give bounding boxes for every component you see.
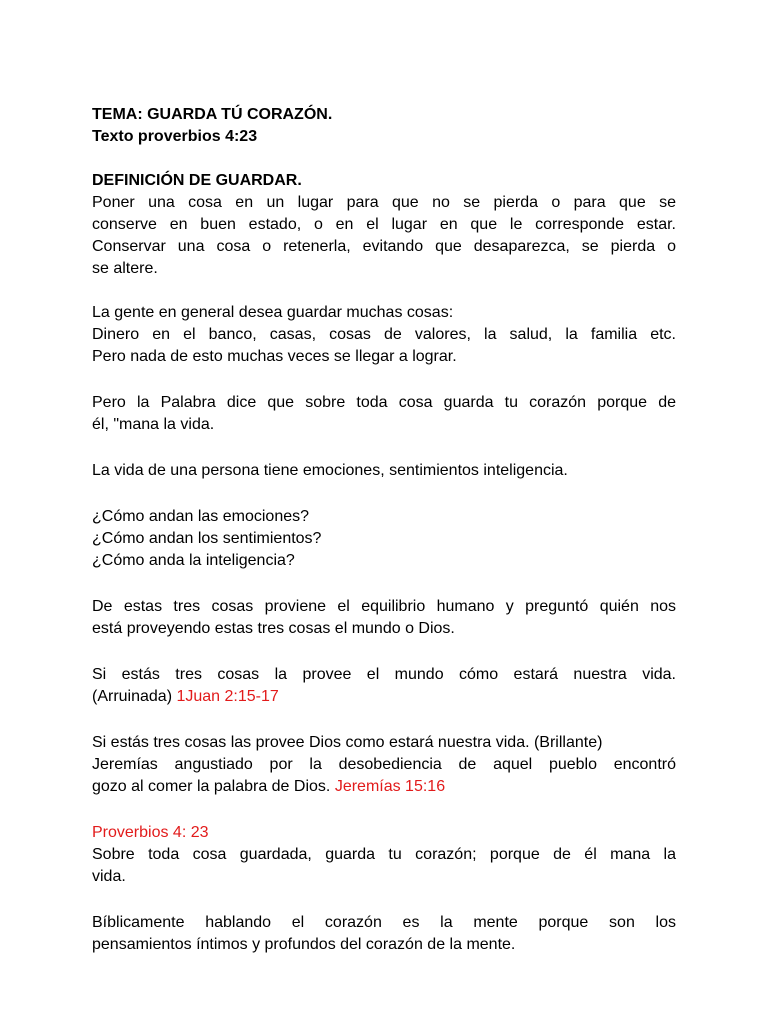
paragraph-line: Bíblicamente hablando el corazón es la mente porque son los bbox=[92, 914, 676, 931]
paragraph-line: pensamientos íntimos y profundos del corazón de la mente. bbox=[92, 936, 516, 953]
paragraph-line: La vida de una persona tiene emociones, sentimientos inteligencia. bbox=[92, 462, 568, 479]
paragraph-line: Si estás tres cosas las provee Dios como estará nuestra vida. (Brillante) bbox=[92, 734, 603, 751]
question-line: ¿Cómo anda la inteligencia? bbox=[92, 552, 295, 569]
definition-line: Conservar una cosa o retenerla, evitando que desaparezca, se pierda o bbox=[92, 238, 676, 255]
spacer bbox=[92, 888, 676, 912]
paragraph-line: está proveyendo estas tres cosas el mundo o Dios. bbox=[92, 620, 455, 637]
paragraph-line: Sobre toda cosa guardada, guarda tu corazón; porque de él mana la bbox=[92, 846, 676, 863]
document-title: TEMA: GUARDA TÚ CORAZÓN. bbox=[92, 106, 333, 123]
paragraph-text: gozo al comer la palabra de Dios. bbox=[92, 778, 331, 795]
paragraph-line-with-reference bbox=[92, 776, 676, 798]
question-line: ¿Cómo andan los sentimientos? bbox=[92, 530, 322, 547]
document-page bbox=[92, 104, 676, 956]
scripture-reference-heading: Texto proverbios 4:23 bbox=[92, 128, 258, 145]
spacer bbox=[92, 798, 676, 822]
bible-reference: 1Juan 2:15-17 bbox=[176, 688, 279, 705]
spacer bbox=[92, 436, 676, 460]
paragraph-line: Dinero en el banco, casas, cosas de valores, la salud, la familia etc. bbox=[92, 326, 676, 343]
paragraph-line-with-reference bbox=[92, 686, 676, 708]
paragraph-line: Pero nada de esto muchas veces se llegar a lograr. bbox=[92, 348, 457, 365]
paragraph-text: (Arruinada) bbox=[92, 688, 173, 705]
bible-reference: Jeremías 15:16 bbox=[334, 778, 446, 795]
definition-line: se altere. bbox=[92, 260, 158, 277]
definition-line: conserve en buen estado, o en el lugar en que le corresponde estar. bbox=[92, 216, 676, 233]
paragraph-line: vida. bbox=[92, 868, 126, 885]
question-line: ¿Cómo andan las emociones? bbox=[92, 508, 310, 525]
spacer bbox=[92, 572, 676, 596]
spacer bbox=[92, 148, 676, 170]
paragraph-line: él, "mana la vida. bbox=[92, 416, 215, 433]
paragraph-line: Si estás tres cosas la provee el mundo cómo estará nuestra vida. bbox=[92, 666, 676, 683]
spacer bbox=[92, 368, 676, 392]
spacer bbox=[92, 482, 676, 506]
spacer bbox=[92, 708, 676, 732]
paragraph-line: Jeremías angustiado por la desobediencia de aquel pueblo encontró bbox=[92, 756, 676, 773]
definition-heading: DEFINICIÓN DE GUARDAR. bbox=[92, 172, 302, 189]
paragraph-line: De estas tres cosas proviene el equilibrio humano y preguntó quién nos bbox=[92, 598, 676, 615]
paragraph-line: Pero la Palabra dice que sobre toda cosa guarda tu corazón porque de bbox=[92, 394, 676, 411]
paragraph-line: La gente en general desea guardar muchas cosas: bbox=[92, 304, 454, 321]
spacer bbox=[92, 640, 676, 664]
bible-reference-heading: Proverbios 4: 23 bbox=[92, 824, 209, 841]
definition-line: Poner una cosa en un lugar para que no se pierda o para que se bbox=[92, 194, 676, 211]
spacer bbox=[92, 280, 676, 302]
